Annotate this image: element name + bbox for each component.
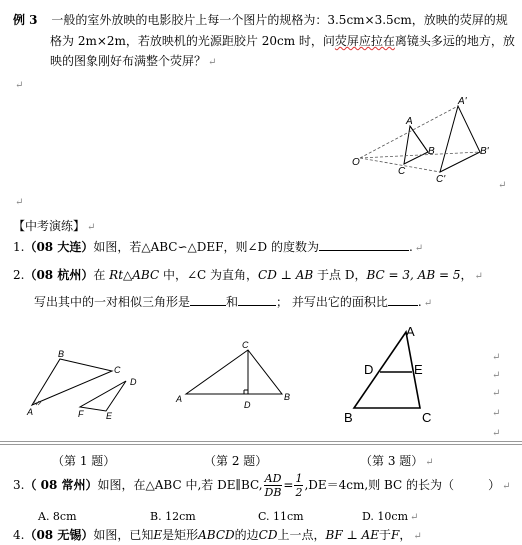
fig2-label-d: D <box>244 400 251 410</box>
question-1: 1.（08 大连）如图，若△ABC∽△DEF，则∠D 的度数为 . ↵ <box>13 240 424 254</box>
fig1-label-c: C <box>114 365 121 375</box>
option-a[interactable]: A. 8cm <box>38 510 77 523</box>
fig2-label-b: B <box>284 392 291 402</box>
fig2-label-a: A <box>176 394 183 404</box>
caption-fig2: （第 2 题） <box>204 454 268 468</box>
fig3-label-b: B <box>344 410 353 425</box>
label-b-prime: B' <box>480 146 489 157</box>
option-c[interactable]: C. 11cm <box>258 510 304 523</box>
return-mark: ↵ <box>492 370 501 381</box>
fig3-label-e: E <box>414 362 423 377</box>
fig1-label-f: F <box>78 409 84 419</box>
question-2-line2: 写出其中的一对相似三角形是 和 ； 并写出它的面积比 . ↵ <box>34 295 433 309</box>
fig3-label-a: A <box>406 324 415 339</box>
label-b: B <box>428 146 435 157</box>
figure-3 <box>340 322 450 427</box>
answer-blank[interactable] <box>319 240 409 251</box>
fig1-label-b: B <box>58 349 65 359</box>
option-d[interactable]: D. 10cm ↵ <box>362 510 419 523</box>
fig3-label-d: D <box>364 362 374 377</box>
option-b[interactable]: B. 12cm <box>150 510 196 523</box>
practice-header: 【中考演练】 ↵ <box>13 219 96 233</box>
return-mark: ↵ <box>15 80 24 91</box>
label-a: A <box>406 116 413 127</box>
example-label: 例 3 <box>13 13 38 27</box>
return-mark: ↵ <box>492 428 501 439</box>
question-4: 4.（08 无锡）如图，已知E是矩形ABCD的边CD上一点，BF ⊥ AE于F， ↵ <box>13 528 422 542</box>
fraction-one-half: $\frac{1}{2}$ <box>295 472 303 499</box>
fig1-label-a: A <box>27 407 34 417</box>
return-mark: ↵ <box>498 180 507 191</box>
caption-fig3: （第 3 题） ↵ <box>360 454 434 468</box>
question-2: 2.（08 杭州）在 Rt△ABC 中，∠C 为直角，CD ⊥ AB 于点 D，BC = 3, AB = 5， ↵ <box>13 268 483 282</box>
fig1-label-d: D <box>130 377 137 387</box>
return-mark: ↵ <box>492 388 501 399</box>
fig1-label-e: E <box>106 411 113 421</box>
example3-line1: 例 3 一般的室外放映的电影胶片上每一个图片的规格为：3.5cm×3.5cm，放映的荧屏的规 <box>13 13 508 27</box>
answer-blank[interactable] <box>388 295 418 306</box>
section-break-line <box>0 441 522 442</box>
return-mark: ↵ <box>15 197 24 208</box>
fig3-label-c: C <box>422 410 432 425</box>
fraction-ad-db: $\frac{AD}{DB}$ <box>264 472 282 499</box>
return-mark: ↵ <box>492 408 501 419</box>
caption-fig1: （第 1 题） <box>52 454 116 468</box>
figure-1 <box>22 345 152 425</box>
section-break-line <box>0 444 522 445</box>
label-a-prime: A' <box>458 96 467 107</box>
return-mark: ↵ <box>492 352 501 363</box>
answer-blank[interactable] <box>190 295 226 306</box>
projection-figure <box>340 92 510 192</box>
example3-line3: 映的图象刚好布满整个荧屏？ ↵ <box>50 54 217 68</box>
label-c-prime: C' <box>436 174 446 185</box>
example3-line2: 格为 2m×2m，若放映机的光源距胶片 20cm 时，问荧屏应拉在离镜头多远的地方，放 <box>50 34 515 48</box>
label-o: O <box>352 157 360 168</box>
label-c: C <box>398 166 406 177</box>
figure-2 <box>172 338 297 413</box>
fig2-label-c: C <box>242 340 249 350</box>
answer-blank[interactable] <box>238 295 276 306</box>
question-3: 3.（ 08 常州）如图，在△ABC 中,若 DE∥BC, $\frac{AD}{DB}$ = $\frac{1}{2}$ ,DE＝4cm,则 BC 的长为（ ） ↵ <box>13 472 511 499</box>
